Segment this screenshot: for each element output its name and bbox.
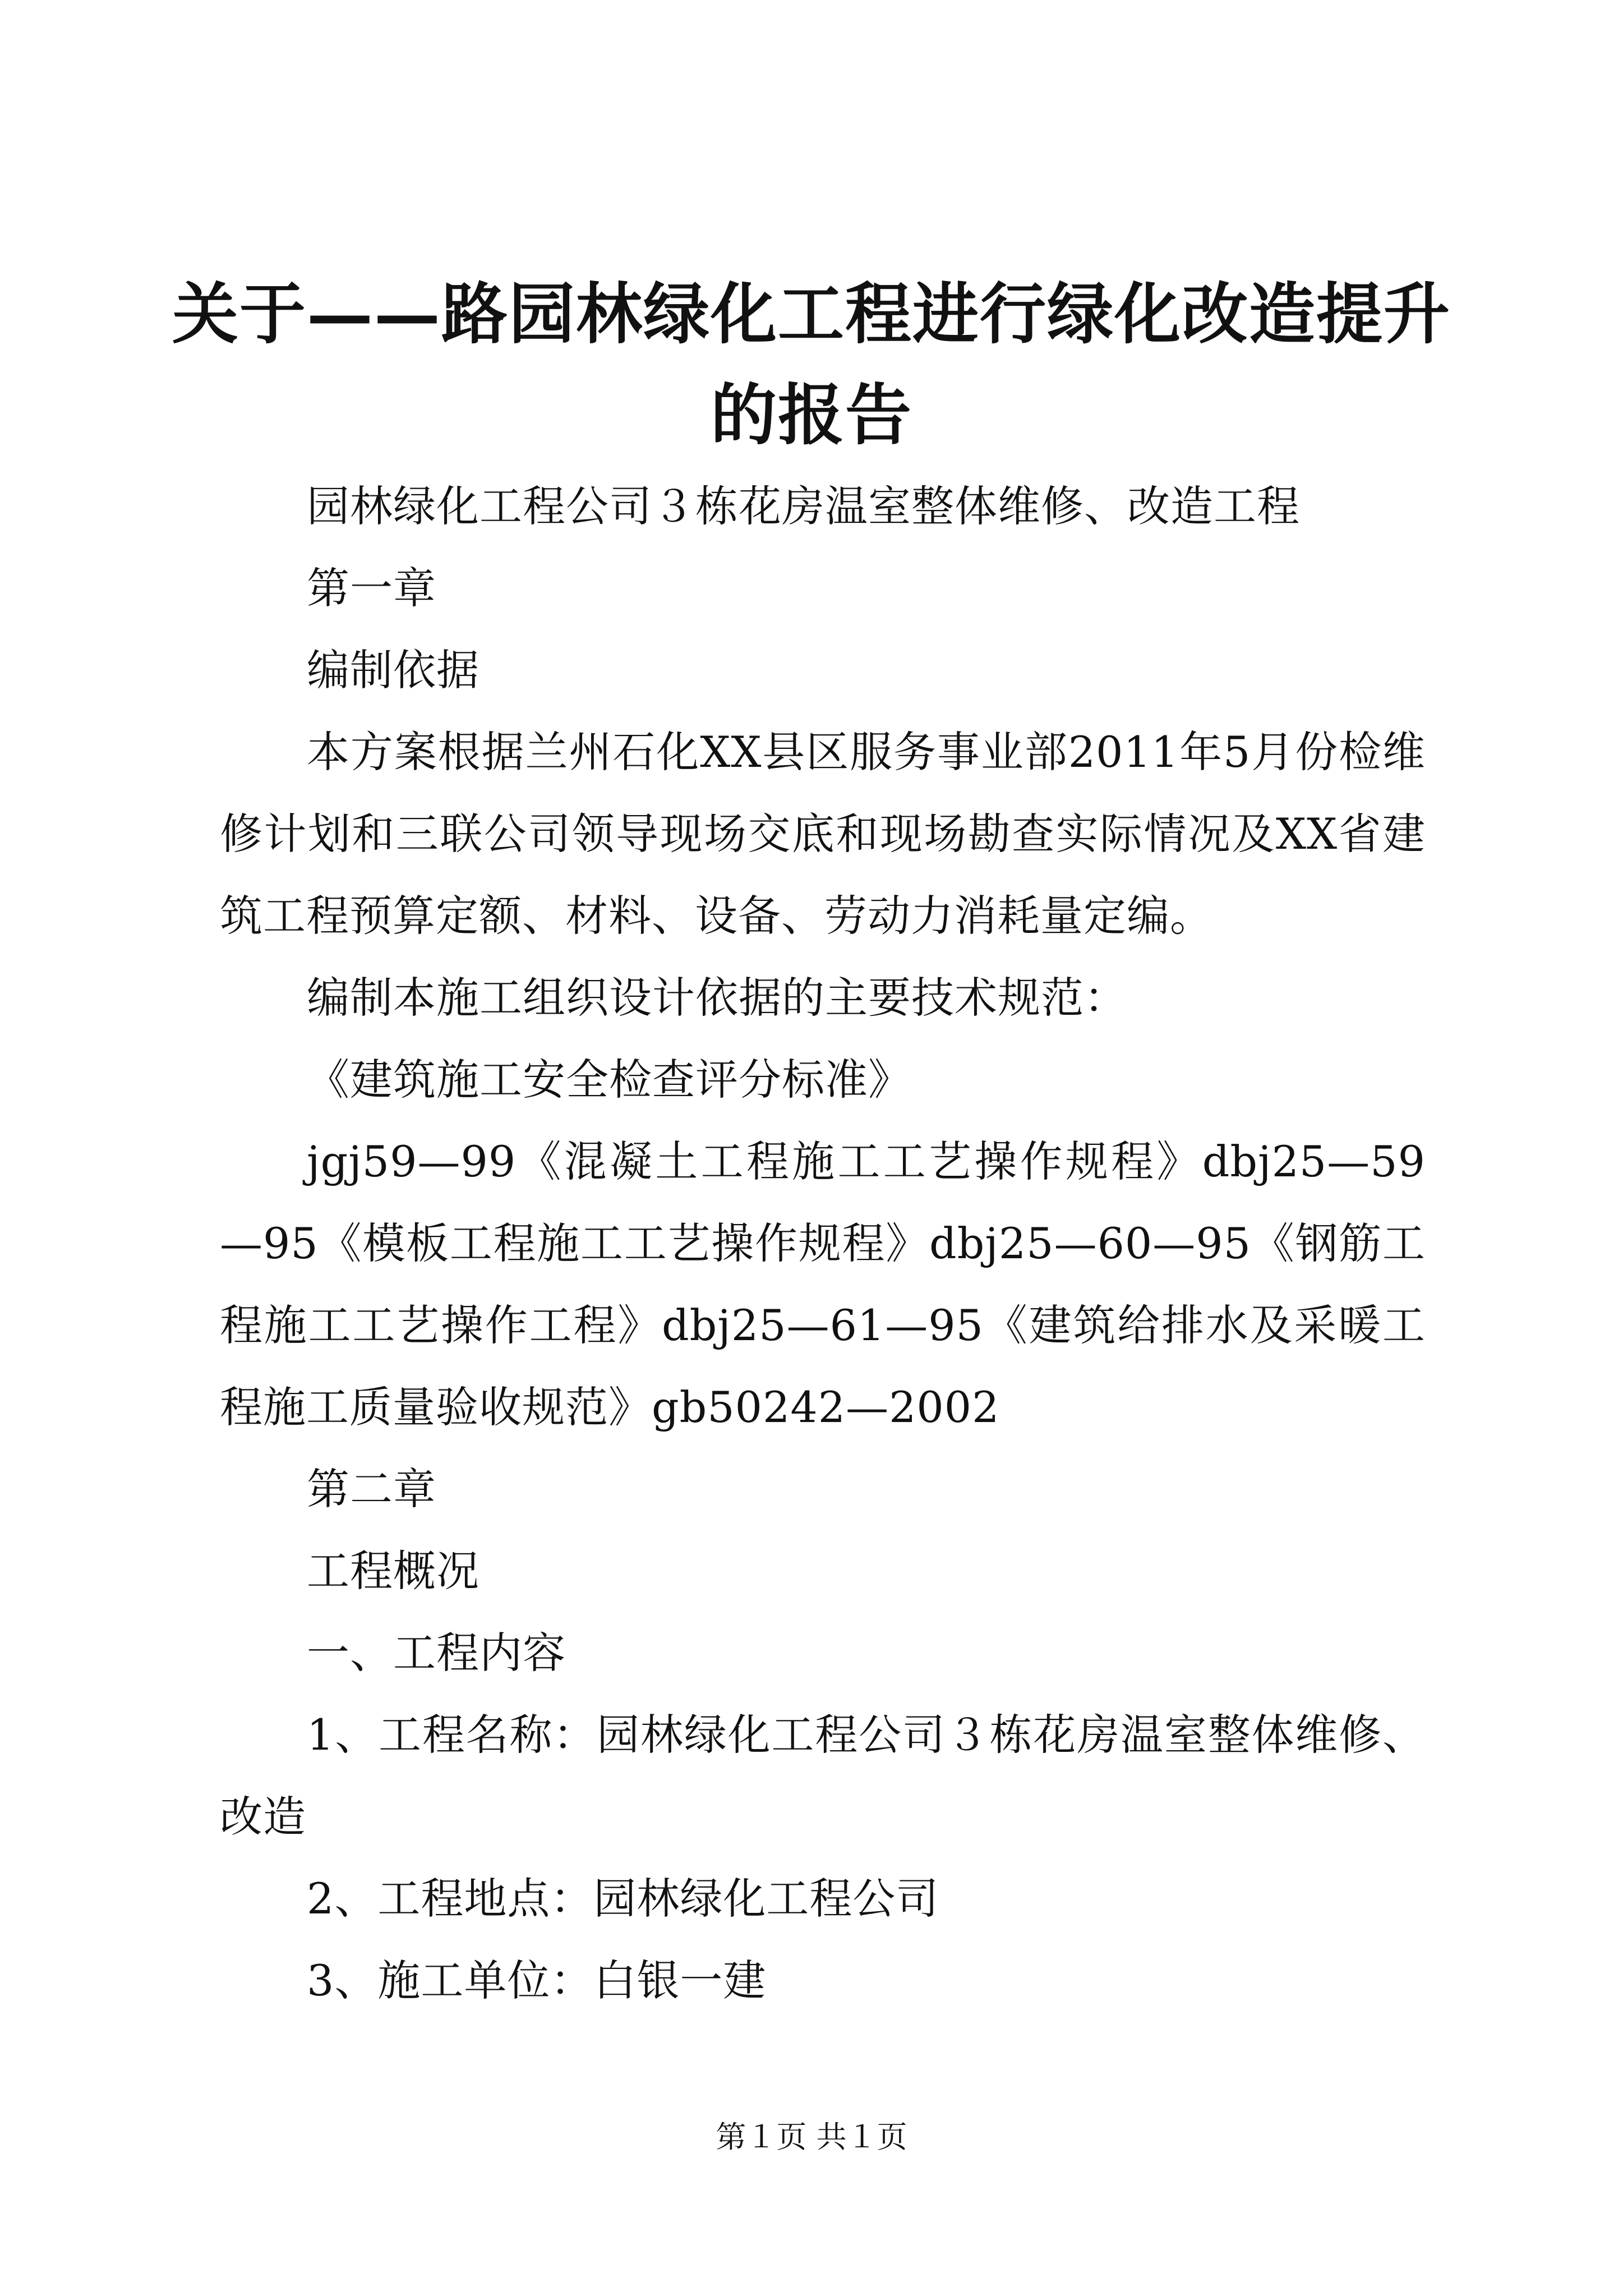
section-overview-heading: 工程概况 — [307, 1546, 479, 1596]
paragraph-basis-description: 本方案根据兰州石化XX县区服务事业部2011年5月份检维修计划和三联公司领导现场交底和现场勘查实际情况及XX省建筑工程预算定额、材料、设备、劳动力消耗量定编。 — [220, 727, 1426, 941]
section-basis-heading: 编制依据 — [307, 645, 479, 695]
paragraph-project-name: 园林绿化工程公司３栋花房温室整体维修、改造工程 — [307, 481, 1300, 531]
paragraph-technical-specs-intro: 编制本施工组织设计依据的主要技术规范： — [307, 973, 1127, 1023]
item-construction-unit: 3、施工单位：白银一建 — [307, 1955, 767, 2005]
section-content-heading: 一、工程内容 — [307, 1628, 566, 1678]
paragraph-standards-list: jgj59—99《混凝土工程施工工艺操作规程》dbj25—59—95《模板工程施工工艺操作规程》dbj25—60—95《钢筋工程施工工艺操作工程》dbj25—61—95《建筑给排水及采暖工程施工质量验收规范》gb50242—2002 — [220, 1137, 1426, 1432]
chapter-one-heading: 第一章 — [307, 563, 436, 613]
document-body — [220, 466, 1426, 2022]
item-project-location: 2、工程地点：园林绿化工程公司 — [307, 1874, 939, 1924]
page-footer: 第１页 共１页 — [716, 2119, 907, 2155]
document-title: 关于——路园林绿化工程进行绿化改造提升的报告 — [172, 275, 1451, 454]
paragraph-safety-standard: 《建筑施工安全检查评分标准》 — [307, 1055, 911, 1105]
item-project-name: 1、工程名称：园林绿化工程公司３栋花房温室整体维修、改造 — [220, 1710, 1426, 1842]
chapter-two-heading: 第二章 — [307, 1464, 436, 1514]
